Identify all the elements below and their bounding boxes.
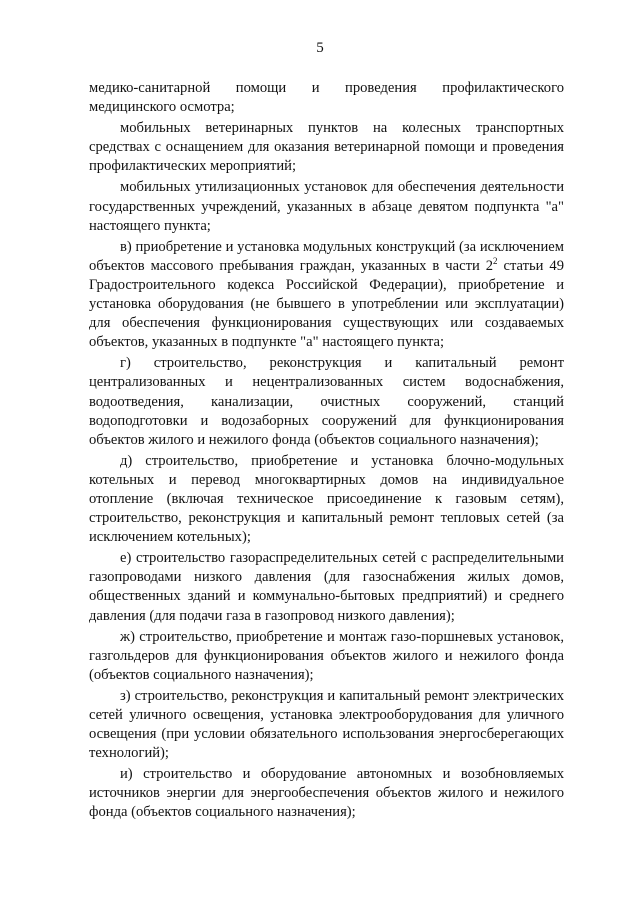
paragraph-item-d: д) строительство, приобретение и установка блочно-модульных котельных и перевод многоквартирных домов на индивидуальное отопление (включая техническое присоединение к газовым сетям), строительство, реконструкция и капитальный ремонт тепловых сетей (за исключением котельных); xyxy=(89,452,564,546)
paragraph-item-e: е) строительство газораспределительных сетей с распределительными газопроводами низкого давления (для газоснабжения жилых домов, общественных зданий и коммунально-бытовых предприятий) и среднего давления (для подачи газа в газопровод низкого давления); xyxy=(89,550,564,624)
superscript-2: 2 xyxy=(493,255,498,266)
paragraph-mobile-disposal-units: мобильных утилизационных установок для обеспечения деятельности государственных учреждений, указанных в абзаце девятом подпункта "а" настоящего пункта; xyxy=(89,179,564,234)
paragraph-continuation: медико-санитарной помощи и проведения профилактического медицинского осмотра; xyxy=(89,80,564,116)
document-body xyxy=(89,79,564,825)
paragraph-item-v-part-1: в) приобретение и установка модульных конструкций (за исключением объектов массового пребывания граждан, указанных в части 2 xyxy=(89,238,564,274)
paragraph-mobile-veterinary-points: мобильных ветеринарных пунктов на колесных транспортных средствах с оснащением для оказания ветеринарной помощи и проведения профилактических мероприятий; xyxy=(89,120,564,175)
paragraph-item-zh: ж) строительство, приобретение и монтаж газо-поршневых установок, газгольдеров для функционирования объектов жилого и нежилого фонда (объектов социального назначения); xyxy=(89,628,564,683)
paragraph-item-i: и) строительство и оборудование автономных и возобновляемых источников энергии для энергообеспечения объектов жилого и нежилого фонда (объектов социального назначения); xyxy=(89,766,564,821)
paragraph-item-v-part-2: статьи 49 Градостроительного кодекса Российской Федерации), приобретение и установка оборудования (не бывшего в употреблении или эксплуатации) для обеспечения функционирования существующих или создаваемых объектов, указанных в подпункте "а" настоящего пункта; xyxy=(89,257,564,351)
page-number: 5 xyxy=(316,40,324,56)
paragraph-item-z: з) строительство, реконструкция и капитальный ремонт электрических сетей уличного освещения, установка электрооборудования для уличного освещения (при условии обязательного использования энергосберегающих технологий); xyxy=(89,687,564,762)
paragraph-item-v xyxy=(89,238,564,353)
paragraph-item-g: г) строительство, реконструкция и капитальный ремонт централизованных и нецентрализованных систем водоснабжения, водоотведения, канализации, очистных сооружений, станций водоподготовки и водозаборных сооружений для функционирования объектов жилого и нежилого фонда (объектов социального назначения); xyxy=(89,355,564,448)
